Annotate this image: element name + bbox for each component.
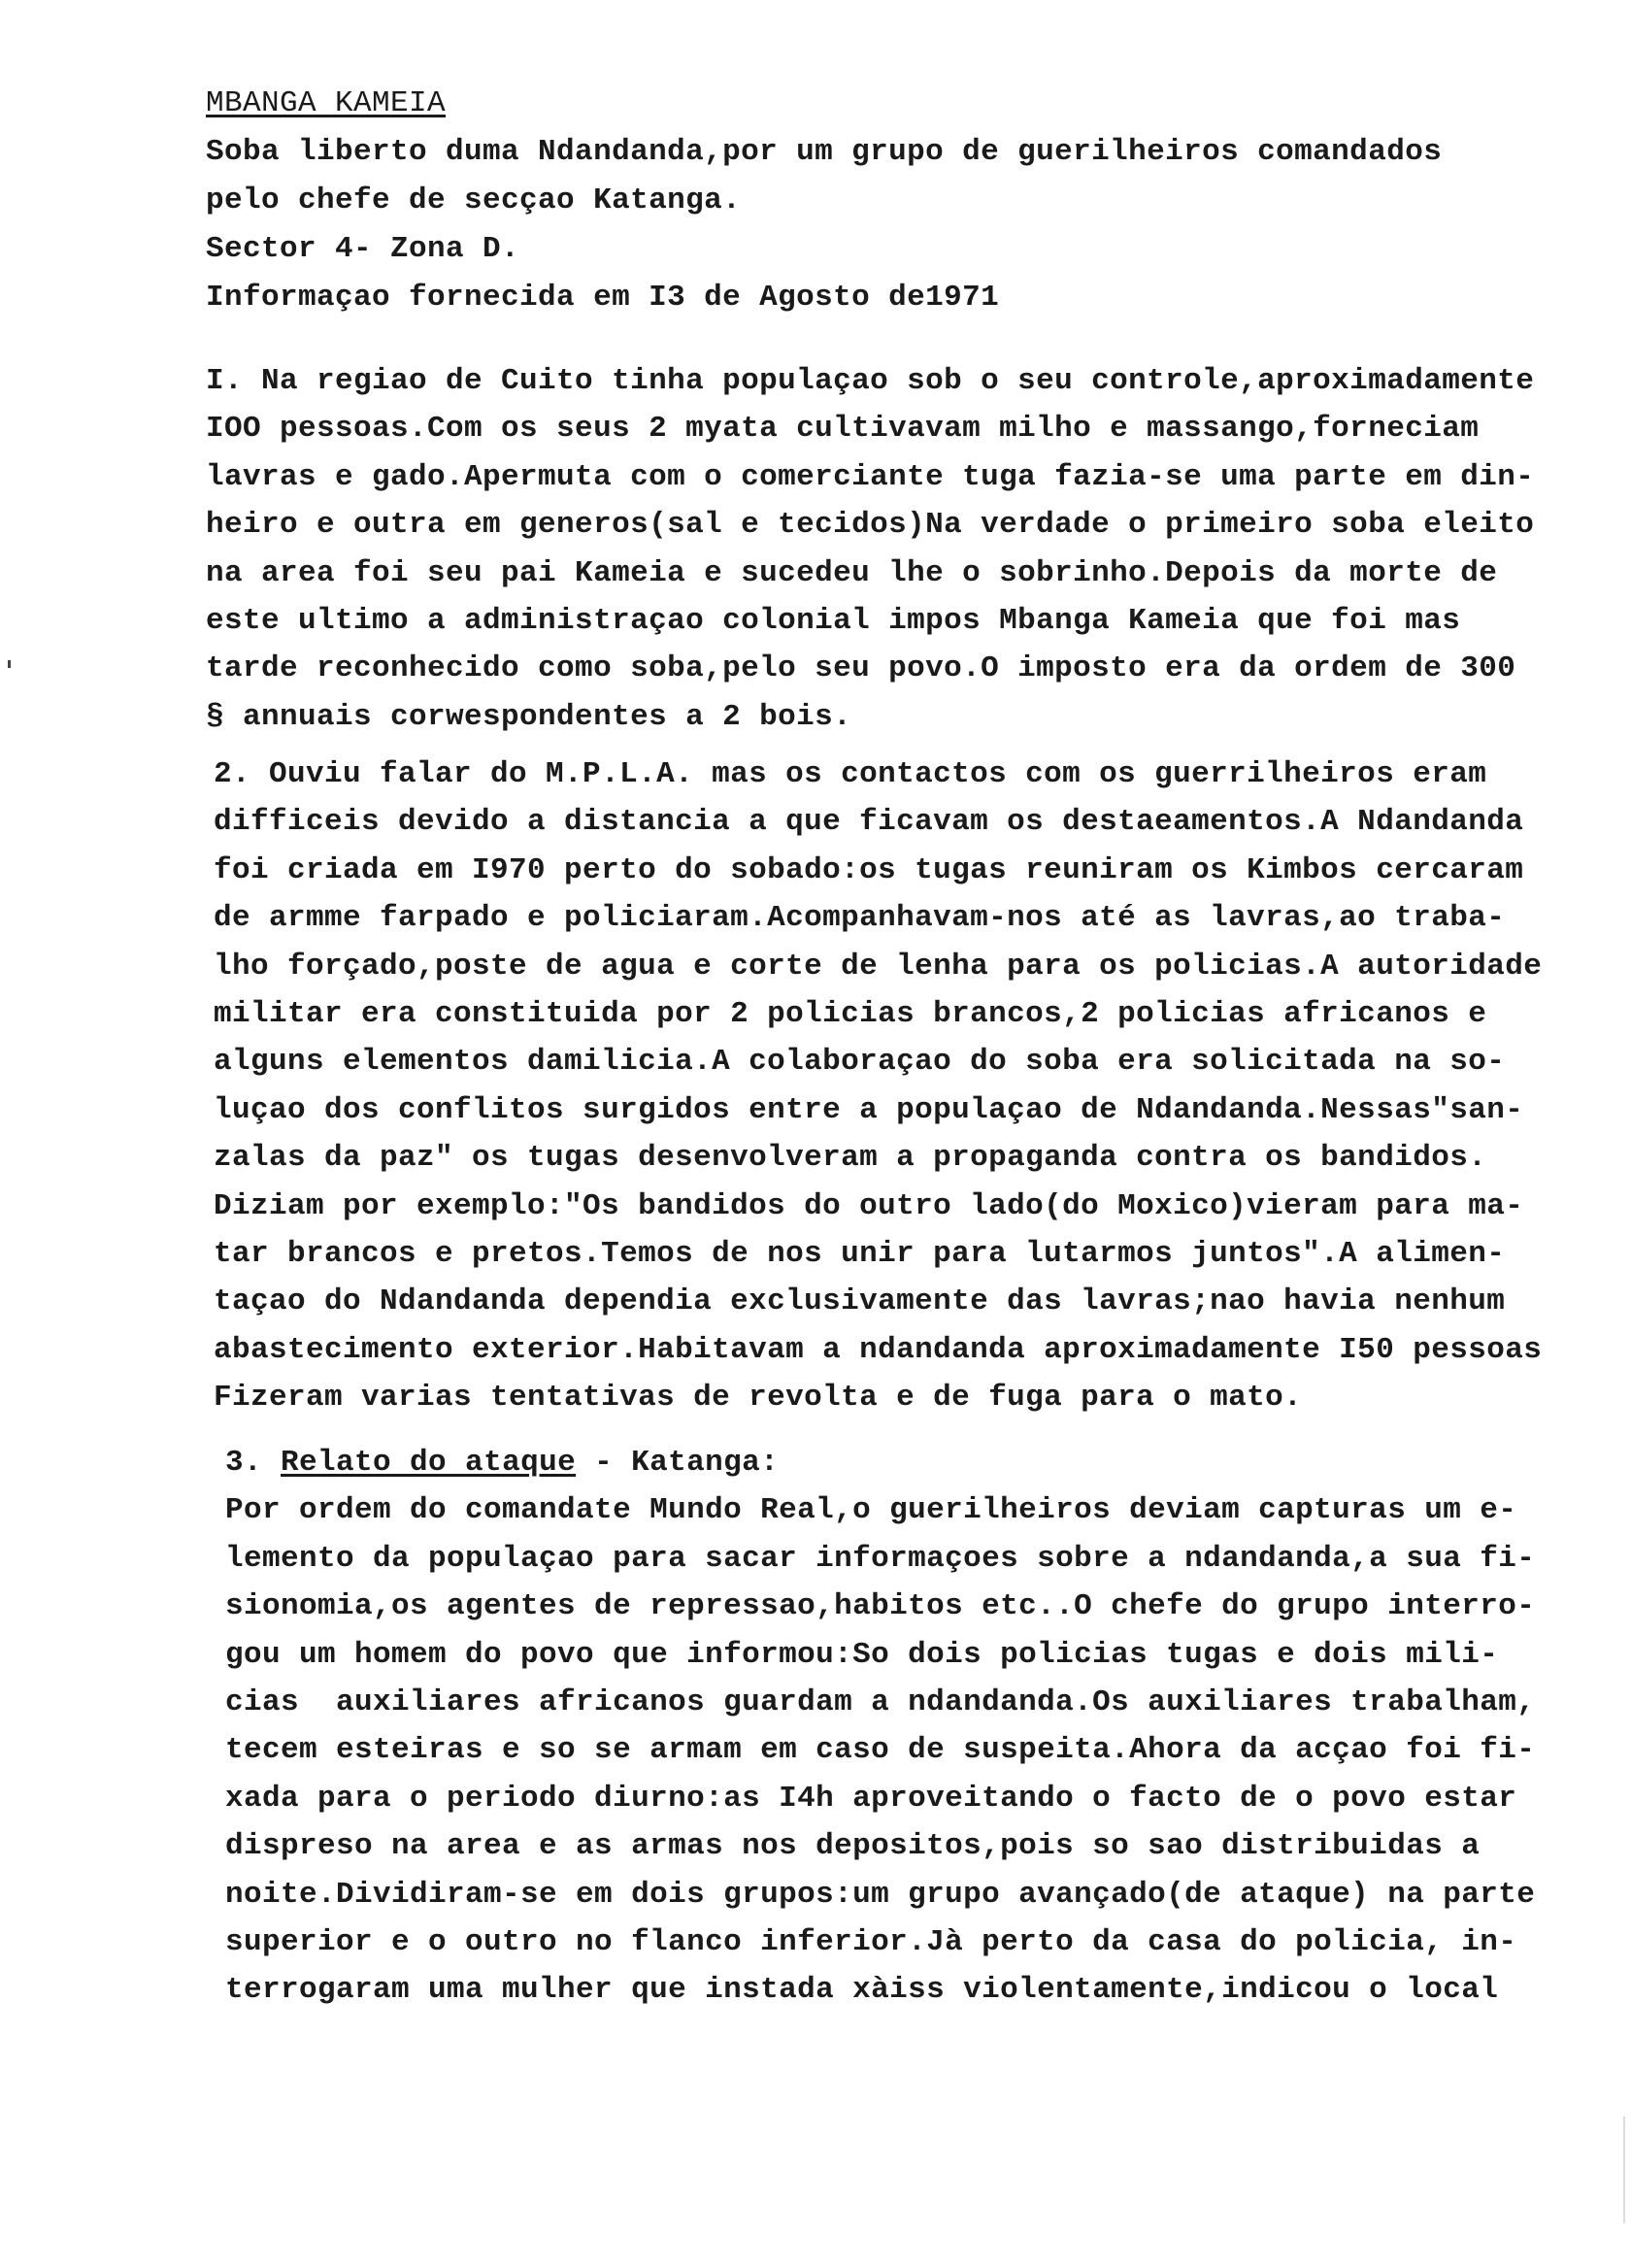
text-line: na area foi seu pai Kameia e sucedeu lhe o sobrinho.Depois da morte de bbox=[206, 555, 1498, 590]
text-line: sionomia,os agentes de repressao,habitos etc..O chefe do grupo interro- bbox=[225, 1589, 1536, 1624]
text-line: lavras e gado.Apermuta com o comerciante tuga fazia-se uma parte em din- bbox=[206, 459, 1535, 494]
text-line: este ultimo a administraçao colonial impos Mbanga Kameia que foi mas bbox=[206, 603, 1461, 638]
header-line-2: pelo chefe de secçao Katanga. bbox=[206, 183, 742, 217]
text-line: heiro e outra em generos(sal e tecidos)Na verdade o primeiro soba eleito bbox=[206, 508, 1535, 543]
text-line: I. Na regiao de Cuito tinha populaçao sob o seu controle,aproximadamente bbox=[206, 364, 1535, 398]
section-3-number: 3. bbox=[225, 1446, 263, 1480]
text-line: cias auxiliares africanos guardam a ndandanda.Os auxiliares trabalham, bbox=[225, 1684, 1536, 1719]
section-2-paragraph bbox=[214, 750, 1602, 1421]
text-line: de armme farpado e policiaram.Acompanhavam-nos até as lavras,ao traba- bbox=[214, 901, 1506, 936]
text-line: § annuais corwespondentes a 2 bois. bbox=[206, 699, 852, 734]
text-line: superior e o outro no flanco inferior.Jà perto da casa do policia, in- bbox=[225, 1924, 1517, 1959]
document-header bbox=[206, 80, 1584, 322]
text-line: lemento da populaçao para sacar informaçoes sobre a ndandanda,a sua fi- bbox=[225, 1541, 1536, 1576]
text-line: terrogaram uma mulher que instada xàiss violentamente,indicou o local bbox=[225, 1973, 1499, 2008]
text-line: tar brancos e pretos.Temos de nos unir para lutarmos juntos".A alimen- bbox=[214, 1236, 1506, 1271]
text-line: dispreso na area e as armas nos depositos,pois so sao distribuidas a bbox=[225, 1829, 1481, 1864]
text-line: luçao dos conflitos surgidos entre a populaçao de Ndandanda.Nessas"san- bbox=[214, 1092, 1524, 1127]
section-3-paragraph bbox=[225, 1439, 1614, 2015]
text-line: 2. Ouviu falar do M.P.L.A. mas os contactos com os guerrilheiros eram bbox=[214, 757, 1487, 791]
text-line: xada para o periodo diurno:as I4h aproveitando o facto de o povo estar bbox=[225, 1781, 1517, 1816]
margin-mark bbox=[8, 660, 11, 668]
text-line: gou um homem do povo que informou:So dois policias tugas e dois mili- bbox=[225, 1637, 1499, 1672]
header-line-3: Sector 4- Zona D. bbox=[206, 232, 520, 266]
header-line-4: Informaçao fornecida em I3 de Agosto de1971 bbox=[206, 281, 1000, 315]
text-line: militar era constituida por 2 policias brancos,2 policias africanos e bbox=[214, 996, 1487, 1031]
text-line: Fizeram varias tentativas de revolta e de fuga para o mato. bbox=[214, 1381, 1303, 1416]
text-line: foi criada em I970 perto do sobado:os tugas reuniram os Kimbos cercaram bbox=[214, 852, 1524, 887]
text-line: noite.Dividiram-se em dois grupos:um grupo avançado(de ataque) na parte bbox=[225, 1877, 1536, 1912]
text-line: difficeis devido a distancia a que ficavam os destaeamentos.A Ndandanda bbox=[214, 805, 1524, 840]
section-3-heading: Relato do ataque bbox=[281, 1446, 577, 1480]
text-line: lho forçado,poste de agua e corte de lenha para os policias.A autoridade bbox=[214, 949, 1543, 984]
section-3-heading-line bbox=[225, 1439, 1614, 1486]
text-line: IOO pessoas.Com os seus 2 myata cultivavam milho e massango,forneciam bbox=[206, 412, 1480, 447]
section-1-paragraph bbox=[206, 357, 1594, 741]
section-3-heading-suffix: - Katanga: bbox=[576, 1446, 780, 1480]
text-line: abastecimento exterior.Habitavam a ndandanda aproximadamente I50 pessoas bbox=[214, 1332, 1543, 1367]
text-line: tarde reconhecido como soba,pelo seu povo.O imposto era da ordem de 300 bbox=[206, 651, 1516, 686]
document-title: MBANGA KAMEIA bbox=[206, 86, 447, 120]
text-line: zalas da paz" os tugas desenvolveram a propaganda contra os bandidos. bbox=[214, 1141, 1487, 1176]
text-line: taçao do Ndandanda dependia exclusivamente das lavras;nao havia nenhum bbox=[214, 1284, 1506, 1319]
text-line: Por ordem do comandate Mundo Real,o guerilheiros deviam capturas um e- bbox=[225, 1493, 1517, 1528]
header-line-1: Soba liberto duma Ndandanda,por um grupo de guerilheiros comandados bbox=[206, 135, 1443, 169]
text-line: alguns elementos damilicia.A colaboraçao do soba era solicitada na so- bbox=[214, 1045, 1506, 1080]
text-line: tecem esteiras e so se armam em caso de suspeita.Ahora da acçao foi fi- bbox=[225, 1733, 1536, 1768]
scan-edge-mark bbox=[1623, 2117, 1625, 2223]
text-line: Diziam por exemplo:"Os bandidos do outro lado(do Moxico)vieram para ma- bbox=[214, 1188, 1524, 1223]
